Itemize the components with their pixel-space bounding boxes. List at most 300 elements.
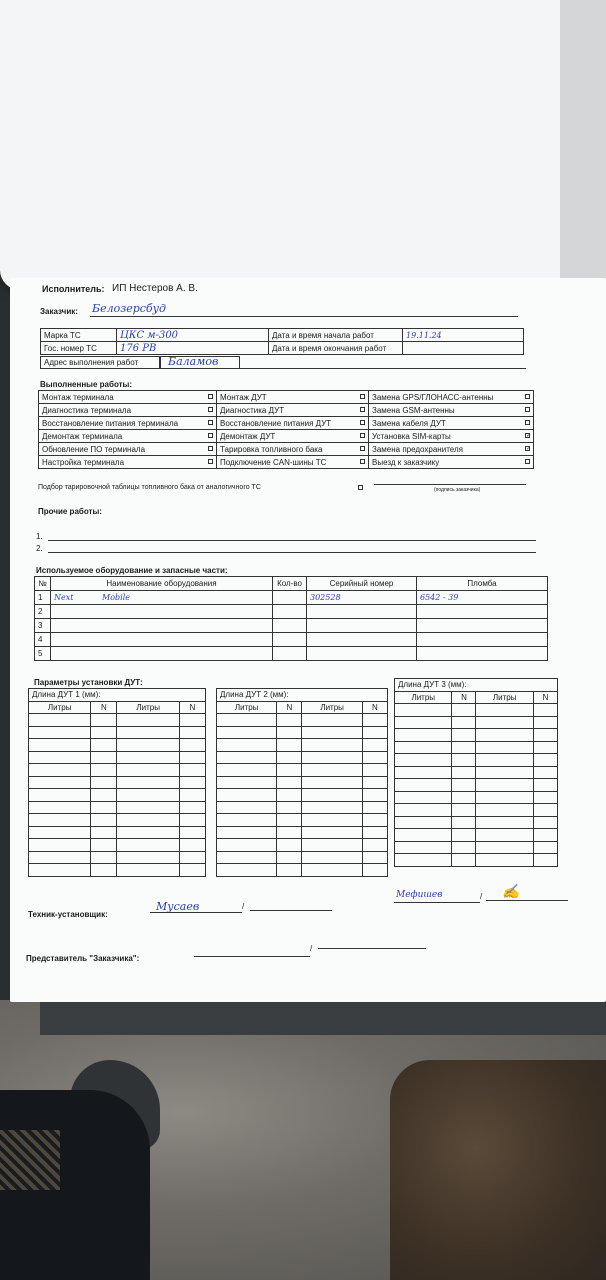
dut-cell[interactable]: [533, 816, 557, 829]
make-label: Марка ТС: [41, 329, 117, 342]
work-item-checkbox[interactable]: [208, 420, 213, 425]
vehicle-table: [40, 328, 524, 355]
equipment-name: [51, 605, 273, 619]
dut-cell[interactable]: [362, 726, 387, 739]
dut-cell[interactable]: [302, 739, 362, 752]
end-value: [403, 342, 524, 355]
address-label-box: [40, 356, 160, 369]
dut-cell[interactable]: [117, 714, 179, 727]
dut-length-label: Длина ДУТ 1 (мм):: [29, 689, 206, 702]
dut-row: [217, 739, 388, 752]
work-item: [39, 430, 217, 443]
dut-cell[interactable]: [395, 741, 452, 754]
work-item-checkbox[interactable]: [360, 420, 365, 425]
work-item-checkbox[interactable]: [525, 394, 530, 399]
dut-cell[interactable]: [217, 864, 277, 877]
dut-cell[interactable]: [452, 779, 476, 792]
dut-cell[interactable]: [302, 776, 362, 789]
dut-cell[interactable]: [533, 754, 557, 767]
dut-cell[interactable]: [117, 801, 179, 814]
signature-caption: (подпись заказчика): [434, 487, 481, 493]
equipment-header: Наименование оборудования: [51, 577, 273, 591]
dut-cell[interactable]: [179, 839, 205, 852]
dut-cell[interactable]: [277, 739, 302, 752]
dut-cell[interactable]: [533, 729, 557, 742]
dut-row: [29, 726, 206, 739]
dut-table-1: [28, 688, 206, 877]
dut-cell[interactable]: [302, 814, 362, 827]
dut-row: [29, 776, 206, 789]
plate-label: Гос. номер ТС: [41, 342, 117, 355]
dut-cell[interactable]: [302, 714, 362, 727]
dut-cell[interactable]: [29, 726, 91, 739]
end-label: Дата и время окончания работ: [269, 342, 403, 355]
other-works-title: Прочие работы:: [38, 507, 102, 516]
dut-cell[interactable]: [217, 839, 277, 852]
dut-row: [395, 804, 558, 817]
dut-cell[interactable]: [117, 839, 179, 852]
contractor-label: Исполнитель:: [42, 284, 105, 294]
dut-cell[interactable]: [277, 726, 302, 739]
dut-cell[interactable]: [452, 804, 476, 817]
other-works-line2[interactable]: [48, 552, 536, 553]
dut-cell[interactable]: [91, 814, 117, 827]
dut-cell[interactable]: [533, 804, 557, 817]
equipment-num: 2: [35, 605, 51, 619]
signature-scribble: ✍: [502, 884, 520, 900]
dut-cell[interactable]: [91, 776, 117, 789]
dut-cell[interactable]: [117, 764, 179, 777]
contractor-value: ИП Нестеров А. В.: [112, 283, 198, 294]
work-item-label: Настройка терминала: [42, 457, 125, 467]
equipment-serial: 302528: [307, 591, 417, 605]
dut-cell[interactable]: [395, 704, 452, 717]
dut-cell[interactable]: [29, 714, 91, 727]
dut-cell[interactable]: [217, 826, 277, 839]
work-item-label: Тарировка топливного бака: [220, 444, 323, 454]
work-item: [217, 430, 369, 443]
dut-cell[interactable]: [29, 851, 91, 864]
dut-cell[interactable]: [277, 776, 302, 789]
start-label: Дата и время начала работ: [269, 329, 403, 342]
dut-cell[interactable]: [362, 851, 387, 864]
dut-cell[interactable]: [91, 764, 117, 777]
dut-cell[interactable]: [117, 826, 179, 839]
work-item-checkbox[interactable]: [525, 420, 530, 425]
dut-cell[interactable]: [277, 814, 302, 827]
equipment-qty: [273, 633, 307, 647]
dut-row: [395, 754, 558, 767]
table-row: [35, 605, 548, 619]
dut-cell[interactable]: [452, 854, 476, 867]
dut-cell[interactable]: [117, 739, 179, 752]
dut-row: [217, 864, 388, 877]
dut-cell[interactable]: [476, 816, 533, 829]
work-item-checkbox[interactable]: [525, 407, 530, 412]
dut-cell[interactable]: [91, 851, 117, 864]
work-item-checkbox[interactable]: [360, 407, 365, 412]
work-item-checkbox[interactable]: [360, 394, 365, 399]
dut-row: [29, 764, 206, 777]
dut-cell[interactable]: [217, 801, 277, 814]
work-item: [369, 456, 534, 469]
dut-cell[interactable]: [533, 791, 557, 804]
dut-cell[interactable]: [452, 791, 476, 804]
dut-cell[interactable]: [217, 751, 277, 764]
dut-cell[interactable]: [533, 779, 557, 792]
dut-cell[interactable]: [395, 779, 452, 792]
dut-cell[interactable]: [362, 714, 387, 727]
dut-cell[interactable]: [29, 739, 91, 752]
dut-cell[interactable]: [476, 841, 533, 854]
dut-cell[interactable]: [476, 779, 533, 792]
work-item-label: Замена кабеля ДУТ: [372, 418, 446, 428]
dut-cell[interactable]: [277, 801, 302, 814]
dut-cell[interactable]: [217, 776, 277, 789]
dut-cell[interactable]: [302, 789, 362, 802]
work-item: [217, 417, 369, 430]
dut-cell[interactable]: [29, 839, 91, 852]
dut-cell[interactable]: [362, 826, 387, 839]
dut-cell[interactable]: [395, 791, 452, 804]
dut-cell[interactable]: [117, 789, 179, 802]
equipment-num: 3: [35, 619, 51, 633]
dut-cell[interactable]: [29, 864, 91, 877]
dut-row: [395, 816, 558, 829]
dut-row: [217, 764, 388, 777]
dut-cell[interactable]: [217, 851, 277, 864]
work-item-label: Диагностика ДУТ: [220, 405, 285, 415]
dut-cell[interactable]: [452, 729, 476, 742]
dut-cell[interactable]: [179, 751, 205, 764]
dut-cell[interactable]: [29, 789, 91, 802]
work-item: [369, 404, 534, 417]
dut-row: [217, 726, 388, 739]
dut-cell[interactable]: [29, 801, 91, 814]
dut-cell[interactable]: [362, 801, 387, 814]
work-item-label: Демонтаж терминала: [42, 431, 123, 441]
dut-cell[interactable]: [302, 726, 362, 739]
dut-col-header: Литры: [29, 701, 91, 714]
dut-col-header: N: [179, 701, 205, 714]
dut-cell[interactable]: [362, 776, 387, 789]
work-item-checkbox[interactable]: [525, 446, 530, 451]
dut-row: [217, 814, 388, 827]
dut-cell[interactable]: [179, 864, 205, 877]
dut-cell[interactable]: [452, 754, 476, 767]
dut-cell[interactable]: [91, 751, 117, 764]
dut-cell[interactable]: [533, 841, 557, 854]
dut-cell[interactable]: [533, 854, 557, 867]
equipment-serial: [307, 619, 417, 633]
equipment-qty: [273, 619, 307, 633]
dut-cell[interactable]: [395, 804, 452, 817]
work-item-checkbox[interactable]: [525, 459, 530, 464]
work-item-label: Монтаж ДУТ: [220, 392, 267, 402]
dut-cell[interactable]: [179, 789, 205, 802]
dut-cell[interactable]: [362, 764, 387, 777]
extra-line2: [486, 900, 568, 901]
start-cell: [403, 329, 524, 342]
work-item-checkbox[interactable]: [360, 459, 365, 464]
dut-cell[interactable]: [91, 801, 117, 814]
dut-row: [217, 839, 388, 852]
equipment-num: 5: [35, 647, 51, 661]
customer-line: [90, 316, 518, 317]
dut-cell[interactable]: [277, 714, 302, 727]
dut-cell[interactable]: [395, 816, 452, 829]
dut-cell[interactable]: [533, 704, 557, 717]
dut-row: [395, 766, 558, 779]
work-item-checkbox[interactable]: [208, 394, 213, 399]
dut-cell[interactable]: [362, 789, 387, 802]
dut-cell[interactable]: [179, 726, 205, 739]
dut-row: [395, 791, 558, 804]
equipment-serial: [307, 647, 417, 661]
dut-row: [395, 829, 558, 842]
dut-col-header: Литры: [302, 701, 362, 714]
other-works-line1[interactable]: [48, 540, 536, 541]
dut-row: [29, 789, 206, 802]
equipment-header: Серийный номер: [307, 577, 417, 591]
dut-cell[interactable]: [362, 751, 387, 764]
work-item: [369, 417, 534, 430]
dut-cell[interactable]: [91, 826, 117, 839]
customer-value: Белозерсбуд: [92, 302, 166, 315]
dut-cell[interactable]: [179, 826, 205, 839]
dut-cell[interactable]: [91, 789, 117, 802]
dut-cell[interactable]: [117, 851, 179, 864]
work-order-form: [10, 278, 606, 1002]
dut-cell[interactable]: [117, 776, 179, 789]
dut-cell[interactable]: [217, 814, 277, 827]
page-edge: [560, 0, 606, 290]
dut-cell[interactable]: [179, 714, 205, 727]
dut-cell[interactable]: [277, 764, 302, 777]
dut-row: [395, 716, 558, 729]
customer-rep-line1: [194, 956, 310, 957]
dut-cell[interactable]: [179, 801, 205, 814]
work-item-checkbox[interactable]: [208, 446, 213, 451]
equipment-qty: [273, 647, 307, 661]
equipment-name: [51, 647, 273, 661]
work-item-label: Выезд к заказчику: [372, 457, 440, 467]
dut-cell[interactable]: [217, 789, 277, 802]
dut-cell[interactable]: [117, 814, 179, 827]
dut-cell[interactable]: [452, 829, 476, 842]
dut-cell[interactable]: [302, 851, 362, 864]
dut-cell[interactable]: [302, 839, 362, 852]
work-item-label: Восстановление питания ДУТ: [220, 418, 332, 428]
equipment-name: Next Mobile: [51, 591, 273, 605]
dut-cell[interactable]: [179, 776, 205, 789]
dut-cell[interactable]: [452, 716, 476, 729]
equipment-header: Кол-во: [273, 577, 307, 591]
dut-cell[interactable]: [395, 854, 452, 867]
dut-cell[interactable]: [217, 764, 277, 777]
dut-cell[interactable]: [29, 751, 91, 764]
equipment-num: 4: [35, 633, 51, 647]
dut-cell[interactable]: [476, 754, 533, 767]
dut-cell[interactable]: [277, 839, 302, 852]
dut-cell[interactable]: [395, 766, 452, 779]
technician-name: Мусаев: [156, 900, 200, 913]
dut-row: [29, 739, 206, 752]
equipment-table: [34, 576, 548, 661]
signature-line: [374, 484, 526, 485]
dut-cell[interactable]: [395, 841, 452, 854]
table-row: [35, 591, 548, 605]
dut-cell[interactable]: [362, 814, 387, 827]
dut-cell[interactable]: [533, 829, 557, 842]
dut-cell[interactable]: [452, 766, 476, 779]
dut-cell[interactable]: [476, 716, 533, 729]
dut-cell[interactable]: [277, 789, 302, 802]
work-item: [39, 404, 217, 417]
dut-cell[interactable]: [217, 739, 277, 752]
work-item: [39, 417, 217, 430]
dut-cell[interactable]: [476, 829, 533, 842]
equipment-header: №: [35, 577, 51, 591]
dut-cell[interactable]: [117, 726, 179, 739]
dut-cell[interactable]: [179, 764, 205, 777]
dut-cell[interactable]: [533, 716, 557, 729]
calibration-checkbox[interactable]: [358, 485, 363, 490]
technician-line1: [150, 912, 242, 913]
table-row: [35, 633, 548, 647]
dut-cell[interactable]: [302, 864, 362, 877]
works-title: Выполненные работы:: [40, 380, 133, 389]
customer-label: Заказчик:: [40, 307, 78, 316]
dut-cell[interactable]: [533, 741, 557, 754]
dut-table-3: [394, 678, 558, 867]
dut-cell[interactable]: [395, 829, 452, 842]
dut-cell[interactable]: [91, 714, 117, 727]
work-item-checkbox[interactable]: [208, 459, 213, 464]
work-item-label: Установка SIM-карты: [372, 431, 451, 441]
dut-cell[interactable]: [533, 766, 557, 779]
equipment-seal: [417, 647, 548, 661]
dut-row: [29, 839, 206, 852]
dut-col-header: Литры: [117, 701, 179, 714]
dut-cell[interactable]: [362, 739, 387, 752]
dut-col-header: N: [533, 691, 557, 704]
dut-cell[interactable]: [179, 739, 205, 752]
dut-cell[interactable]: [395, 754, 452, 767]
dut-row: [29, 826, 206, 839]
dut-cell[interactable]: [117, 864, 179, 877]
dut-cell[interactable]: [302, 826, 362, 839]
dut-cell[interactable]: [91, 839, 117, 852]
work-item-checkbox[interactable]: [360, 433, 365, 438]
dut-col-header: N: [452, 691, 476, 704]
dut-cell[interactable]: [452, 816, 476, 829]
table-row: [35, 619, 548, 633]
dut-cell[interactable]: [117, 751, 179, 764]
dut-cell[interactable]: [217, 714, 277, 727]
dut-cell[interactable]: [395, 729, 452, 742]
dut-cell[interactable]: [302, 764, 362, 777]
work-item-label: Диагностика терминала: [42, 405, 132, 415]
dut-col-header: Литры: [476, 691, 533, 704]
dut-cell[interactable]: [362, 839, 387, 852]
dut-cell[interactable]: [476, 729, 533, 742]
dut-row: [395, 741, 558, 754]
dut-cell[interactable]: [217, 726, 277, 739]
work-item-checkbox[interactable]: [208, 407, 213, 412]
dut-cell[interactable]: [476, 741, 533, 754]
dut-cell[interactable]: [476, 704, 533, 717]
technician-label: Техник-установщик:: [28, 910, 108, 919]
dut-cell[interactable]: [452, 741, 476, 754]
dut-row: [29, 864, 206, 877]
dut-cell[interactable]: [179, 851, 205, 864]
dut-cell[interactable]: [91, 726, 117, 739]
dut-cell[interactable]: [277, 864, 302, 877]
dut-col-header: Литры: [395, 691, 452, 704]
dut-cell[interactable]: [277, 826, 302, 839]
dut-cell[interactable]: [179, 814, 205, 827]
plate-cell: [117, 342, 269, 355]
dut-cell[interactable]: [29, 814, 91, 827]
equipment-serial: [307, 633, 417, 647]
work-item-checkbox[interactable]: [360, 446, 365, 451]
dut-row: [217, 826, 388, 839]
dut-cell[interactable]: [476, 804, 533, 817]
dut-cell[interactable]: [476, 854, 533, 867]
work-item-label: Замена GSM-антенны: [372, 405, 455, 415]
dut-cell[interactable]: [302, 751, 362, 764]
dut-cell[interactable]: [302, 801, 362, 814]
dut-row: [395, 854, 558, 867]
separator-slash-2: /: [480, 892, 483, 901]
extra-signature: Мефишев: [396, 890, 443, 900]
customer-rep-line2: [318, 948, 426, 949]
work-item-checkbox[interactable]: [208, 433, 213, 438]
dut-col-header: N: [362, 701, 387, 714]
dut-length-label: Длина ДУТ 3 (мм):: [395, 679, 558, 692]
plate-value: 176 РВ: [120, 342, 157, 354]
dut-cell[interactable]: [362, 864, 387, 877]
dut-cell[interactable]: [29, 826, 91, 839]
flipped-page: [0, 0, 606, 290]
calibration-text: Подбор тарировочной таблицы топливного бака от аналогичного ТС: [38, 484, 261, 491]
dut-cell[interactable]: [29, 776, 91, 789]
dut-cell[interactable]: [395, 716, 452, 729]
dut-row: [395, 729, 558, 742]
dut-length-label: Длина ДУТ 2 (мм):: [217, 689, 388, 702]
dut-cell[interactable]: [476, 791, 533, 804]
work-item-checkbox[interactable]: [525, 433, 530, 438]
equipment-serial: [307, 605, 417, 619]
start-value: 19.11.24: [406, 330, 442, 340]
dut-cell[interactable]: [277, 751, 302, 764]
dut-row: [29, 814, 206, 827]
dut-cell[interactable]: [91, 739, 117, 752]
dut-cell[interactable]: [91, 864, 117, 877]
dut-cell[interactable]: [476, 766, 533, 779]
work-item-label: Восстановление питания терминала: [42, 418, 179, 428]
work-item: [369, 391, 534, 404]
dut-row: [217, 789, 388, 802]
dut-cell[interactable]: [452, 841, 476, 854]
dut-col-header: Литры: [217, 701, 277, 714]
dut-cell[interactable]: [452, 704, 476, 717]
other-works-row2: 2.: [36, 544, 43, 553]
dut-table-2: [216, 688, 388, 877]
dut-cell[interactable]: [277, 851, 302, 864]
dut-cell[interactable]: [29, 764, 91, 777]
